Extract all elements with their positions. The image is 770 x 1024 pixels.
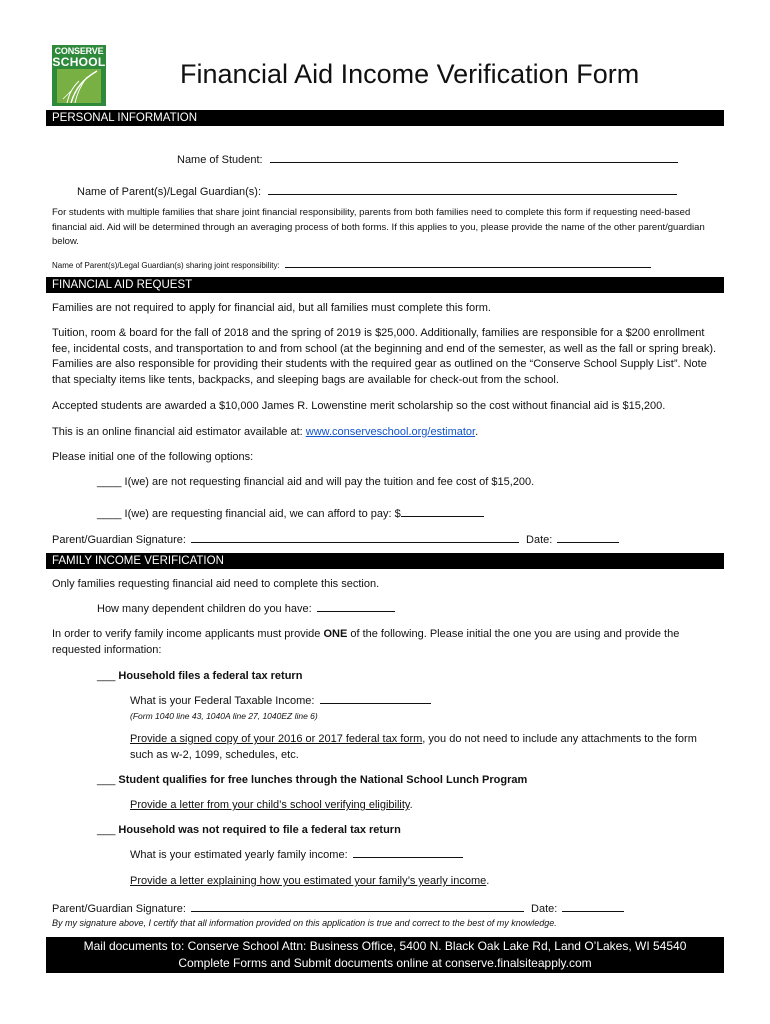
option-tax-return-title: Household files a federal tax return	[118, 670, 303, 682]
form-title: Financial Aid Income Verification Form	[180, 59, 640, 89]
income-date-field[interactable]	[562, 902, 624, 912]
yearly-income-instruction	[130, 874, 720, 890]
conserve-school-logo	[52, 45, 106, 106]
logo-text-line2: SCHOOL	[52, 55, 106, 69]
tax-return-instruction-rest: , you do not need to include any attachments to the form such as w-2, 1099, schedules, etc.	[130, 733, 697, 761]
guardian-name-label: Name of Parent(s)/Legal Guardian(s):	[77, 186, 262, 198]
section-header-income: FAMILY INCOME VERIFICATION	[46, 553, 724, 569]
mailing-footer	[46, 937, 724, 973]
tax-return-instruction-link: Provide a signed copy of your 2016 or 2017 federal tax form	[130, 733, 423, 745]
option-not-requesting[interactable]: ____ I(we) are not requesting financial aid and will pay the tuition and fee cost of $15,200.	[97, 476, 535, 488]
yearly-income-label: What is your estimated yearly family income:	[130, 849, 348, 861]
income-p2-text: In order to verify family income applicants must provide	[52, 628, 324, 640]
income-signature-field[interactable]	[191, 902, 524, 912]
dependent-children-row	[97, 602, 717, 618]
footer-online-line: Complete Forms and Submit documents online at conserve.finalsiteapply.com	[178, 956, 592, 970]
yearly-income-instruction-link: Provide a letter explaining how you estimated your family’s yearly income	[130, 875, 487, 887]
free-lunch-instruction-rest: .	[409, 799, 413, 811]
income-paragraph-2	[52, 627, 720, 658]
option-no-tax-return-prefix: ___	[97, 824, 119, 836]
taxable-income-label: What is your Federal Taxable Income:	[130, 695, 315, 707]
request-paragraph-5: Please initial one of the following options:	[52, 451, 254, 463]
option-tax-return-prefix: ___	[97, 670, 119, 682]
section-header-request: FINANCIAL AID REQUEST	[46, 277, 724, 293]
option-tax-return[interactable]	[97, 669, 717, 685]
section-header-personal: PERSONAL INFORMATION	[46, 110, 724, 126]
dependent-children-label: How many dependent children do you have:	[97, 603, 312, 615]
logo-text-line1: CONSERVE	[54, 46, 104, 56]
afford-amount-field[interactable]	[401, 507, 484, 517]
certification-statement: By my signature above, I certify that all information provided on this application is true and correct to the best of my knowledge.	[52, 918, 557, 928]
taxable-income-field[interactable]	[320, 694, 431, 704]
income-p2-rest: of the following. Please initial the one you are using and provide the requested information:	[52, 628, 680, 656]
request-signature-row	[52, 533, 720, 549]
option-free-lunch-prefix: ___	[97, 774, 119, 786]
tax-form-lines-note: (Form 1040 line 43, 1040A line 27, 1040EZ line 6)	[130, 711, 318, 721]
request-paragraph-3: Accepted students are awarded a $10,000 James R. Lowenstine merit scholarship so the cost without financial aid is $15,200.	[52, 400, 666, 412]
estimator-period: .	[475, 426, 479, 438]
income-date-label: Date:	[531, 903, 558, 915]
student-name-label: Name of Student:	[177, 154, 263, 166]
free-lunch-instruction	[130, 798, 720, 814]
footer-mail-line: Mail documents to: Conserve School Attn: Business Office, 5400 N. Black Oak Lake Rd, Land O’Lakes, WI 54540	[83, 939, 687, 953]
yearly-income-row	[130, 848, 720, 864]
guardian-name-field[interactable]	[268, 185, 677, 195]
income-p2-bold: ONE	[323, 628, 348, 640]
logo-grass-icon	[57, 69, 101, 103]
estimator-link[interactable]: www.conserveschool.org/estimator	[305, 426, 476, 438]
request-paragraph-4	[52, 425, 720, 441]
tax-return-instruction	[130, 732, 720, 763]
request-paragraph-2: Tuition, room & board for the fall of 2018 and the spring of 2019 is $25,000. Additionally, families are responsible for a $200 enrollment fee, incidental costs, and transportation to and from school (at the beginning and end of the semester, as well as the fall or spring break). Families are also responsible for providing their students with the required gear as outlined on the “Conserve School Supply List”. Note that specialty items like tents, backpacks, and sleeping bags are available for check-out from the school.	[52, 327, 717, 386]
option-no-tax-return[interactable]	[97, 823, 717, 839]
guardian-name-row	[77, 185, 677, 199]
student-name-row	[177, 153, 678, 167]
request-signature-field[interactable]	[191, 533, 519, 543]
joint-guardian-row	[52, 259, 651, 271]
option-no-tax-return-title: Household was not required to file a federal tax return	[118, 824, 401, 836]
income-signature-row	[52, 902, 720, 918]
income-paragraph-1: Only families requesting financial aid need to complete this section.	[52, 578, 380, 590]
income-signature-label: Parent/Guardian Signature:	[52, 903, 186, 915]
estimator-text: This is an online financial aid estimator available at:	[52, 426, 306, 438]
option-free-lunch[interactable]	[97, 773, 717, 789]
option-requesting-label: ____ I(we) are requesting financial aid, we can afford to pay: $	[97, 508, 401, 520]
joint-guardian-field[interactable]	[285, 260, 651, 268]
yearly-income-field[interactable]	[353, 848, 463, 858]
free-lunch-instruction-link: Provide a letter from your child’s school verifying eligibility	[130, 799, 410, 811]
option-requesting[interactable]	[97, 507, 717, 523]
request-signature-label: Parent/Guardian Signature:	[52, 534, 186, 546]
joint-responsibility-note: For students with multiple families that share joint financial responsibility, parents from both families need to complete this form if requesting need-based financial aid. Aid will be determined through an averaging process of both forms. If this applies to you, please provide the name of the other parent/guardian below.	[52, 207, 705, 247]
request-date-field[interactable]	[557, 533, 619, 543]
joint-guardian-label: Name of Parent(s)/Legal Guardian(s) sharing joint responsibility:	[52, 261, 280, 270]
student-name-field[interactable]	[270, 153, 678, 163]
request-date-label: Date:	[526, 534, 553, 546]
request-paragraph-1: Families are not required to apply for financial aid, but all families must complete this form.	[52, 302, 491, 314]
option-free-lunch-title: Student qualifies for free lunches through the National School Lunch Program	[118, 774, 528, 786]
dependent-children-field[interactable]	[317, 602, 395, 612]
taxable-income-row	[130, 694, 720, 710]
yearly-income-instruction-rest: .	[486, 875, 490, 887]
